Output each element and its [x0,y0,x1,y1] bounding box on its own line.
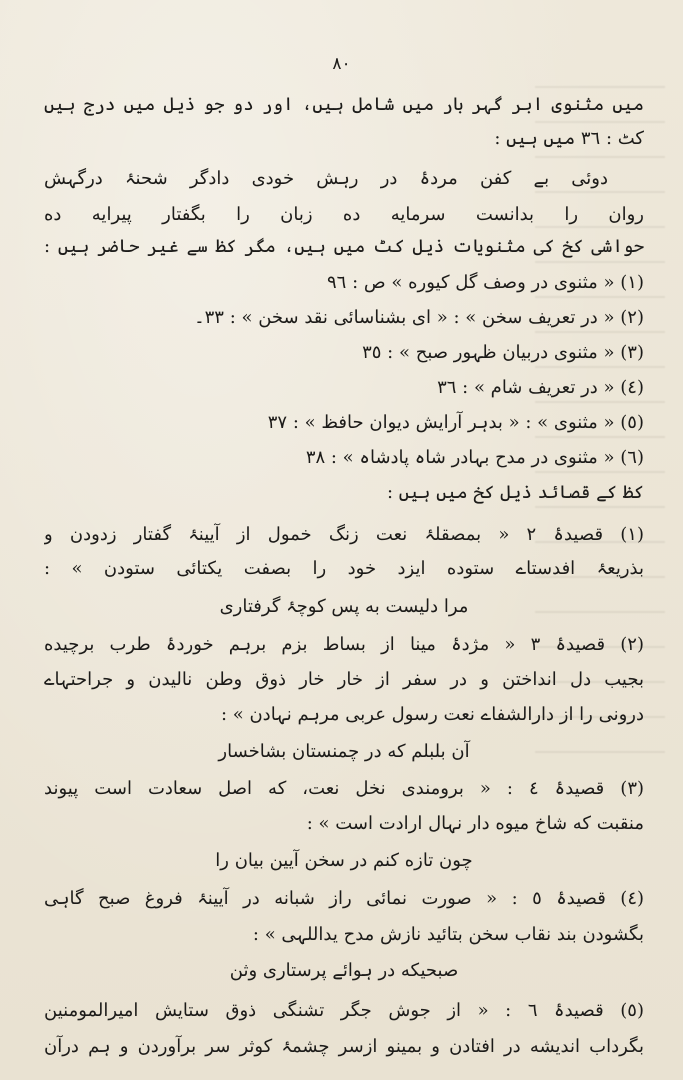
text-line: درونی را از دارالشفاے نعت رسول عربی مرہم نہادن » : [220,704,644,725]
page-number: ٨٠ [332,54,351,74]
text-line: (٦) « مثنوی در مدح بہادر شاہ پادشاہ » : ٣٨ [305,447,644,468]
text-line: صبحیکه در ہوائے پرستاری وثن [229,960,459,981]
text-line: (٥) قصیدۂ ٦ : « از جوش جگر تشنگی ذوق ستایش امیرالمومنین [44,1000,644,1021]
text-line: (٤) « در تعریف شام » : ٣٦ [437,377,644,398]
text-line: (٢) قصیدۂ ٣ « مژدۂ مینا از بساط بزم برہم خوردۂ طرب برچیده [44,634,644,655]
text-line: کٹ : ٣٦ میں ہیں : [494,128,644,149]
text-line: (٥) « مثنوی » : « بدہر آرایش دیوان حافظ » : ٣٧ [267,412,644,433]
text-line: دوئی بے کفن مردۂ در رہش خودی دادگر شحنۂ درگہش [44,168,608,189]
text-line: حواشی کخ کی مثنویات ذیل کٹ میں ہیں، مگر کظ سے غیر حاضر ہیں : [44,236,644,257]
text-line: (٣) « مثنوی دربیان ظہور صبح » : ٣٥ [362,342,644,363]
text-line: مرا دلیست به پس کوچۂ گرفتاری [219,596,469,617]
text-line: روان را بدانست سرمایه ده زبان را بگفتار پیرایه ده [44,204,644,225]
text-line: (٢) « در تعریف سخن » : « ای بشناسائی نقد سخن » : ٣٣۔ [194,307,644,328]
text-line: (١) قصیدۂ ٢ « بمصقلۂ نعت زنگ خمول از آیینۂ گفتار زدودن و [44,524,644,545]
text-line: (١) « مثنوی در وصف گل کیوره » ص : ٩٦ [327,272,644,293]
text-line: آن بلبلم که در چمنستان بشاخسار [218,741,470,762]
text-line: بذریعۂ افدستاے ستوده ایزد خود را بصفت یکتائی ستودن » : [44,558,644,579]
text-line: (٣) قصیدۂ ٤ : « برومندی نخل نعت، که اصل سعادت است پیوند [44,778,644,799]
text-line: میں مثنوی ابر گہر بار میں شامل ہیں، اور دو جو ذیل میں درج ہیں [44,94,644,115]
text-line: بگشودن بند نقاب سخن بتائید نازش مدح یداللہی » : [252,924,644,945]
text-line: (٤) قصیدۂ ٥ : « صورت نمائی راز شبانه در آیینۂ فروغ صبح گاہی [44,888,644,909]
text-line: منقبت که شاخ میوه دار نہال ارادت است » : [306,813,644,834]
text-line: بگرداب اندیشه در افتادن و بمینو ازسر چشمۂ کوثر سر برآوردن و ہم درآن [44,1036,644,1057]
text-line: کظ کے قصائد ذیل کخ میں ہیں : [386,482,644,503]
text-line: چون تازه کنم در سخن آیین بیان را [215,850,473,871]
text-line: بجیب دل انداختن و در سفر از خار خار ذوق وطن نالیدن و جراحتہاے [44,669,644,690]
